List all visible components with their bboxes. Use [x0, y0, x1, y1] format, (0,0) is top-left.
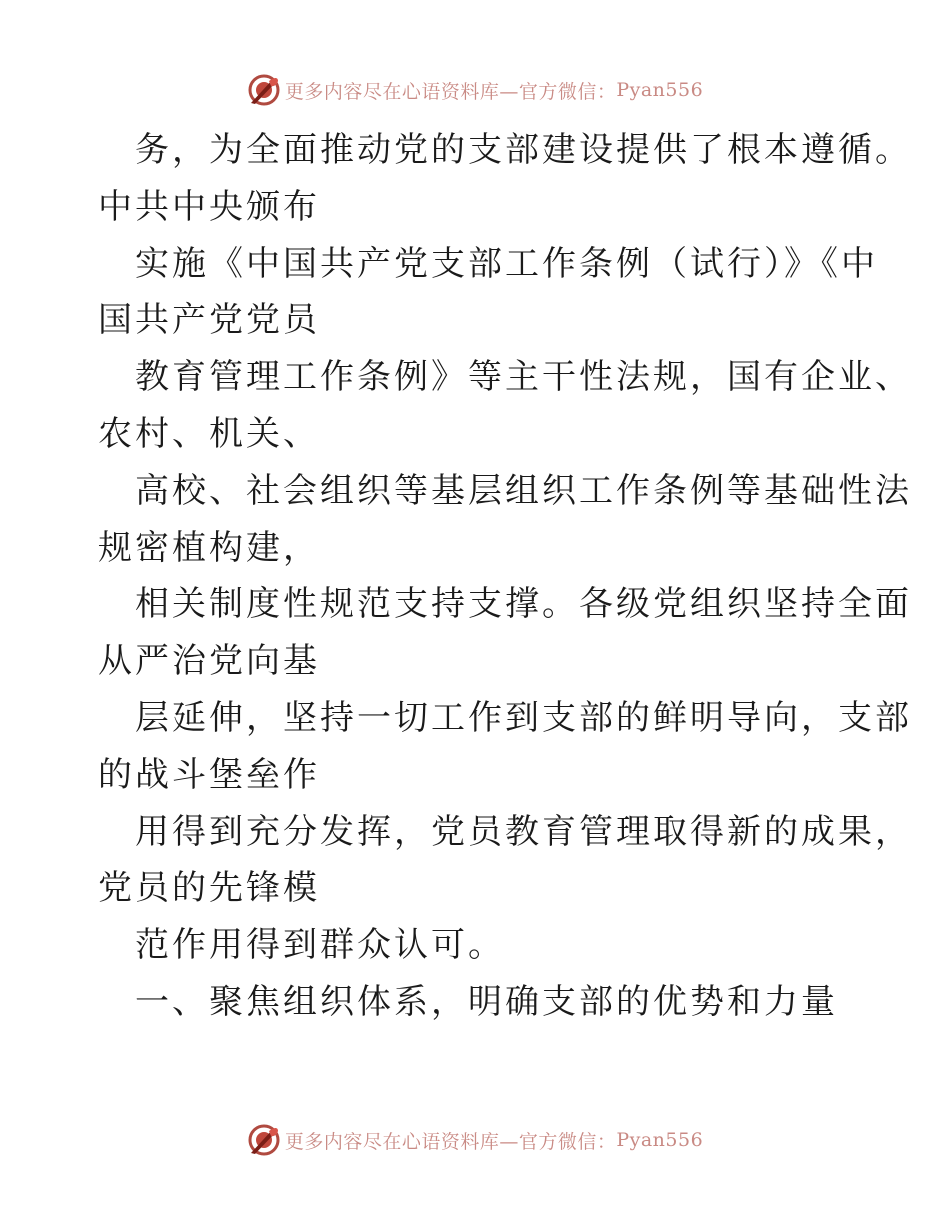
- watermark-wechat-id: Pyan556: [616, 79, 704, 101]
- body-text-line: 党员的先锋模: [98, 868, 320, 909]
- body-text-line: 中共中央颁布: [98, 186, 320, 227]
- body-text-line: 国共产党党员: [98, 300, 320, 341]
- body-text-line: 从严治党向基: [98, 641, 320, 682]
- body-text-line: 相关制度性规范支持支撑。各级党组织坚持全面: [135, 584, 912, 625]
- body-text-line: 实施《中国共产党支部工作条例（试行）》《中: [135, 243, 878, 284]
- body-text-line: 层延伸，坚持一切工作到支部的鲜明导向，支部: [135, 697, 912, 738]
- body-text-line: 高校、社会组织等基层组织工作条例等基础性法: [135, 470, 912, 511]
- body-text-line: 范作用得到群众认可。: [135, 925, 505, 966]
- body-text-line: 用得到充分发挥，党员教育管理取得新的成果，: [135, 811, 912, 852]
- body-text-line: 务，为全面推动党的支部建设提供了根本遵循。: [135, 130, 912, 170]
- footer-watermark: [0, 1120, 950, 1160]
- watermark-wechat-id: Pyan556: [616, 1129, 704, 1151]
- body-text-line: 教育管理工作条例》等主干性法规，国有企业、: [135, 357, 912, 398]
- document-body: [98, 122, 912, 1031]
- body-text-line: 农村、机关、: [98, 413, 320, 454]
- quill-logo-icon: [247, 73, 281, 107]
- body-text-line: 规密植构建，: [98, 527, 320, 568]
- body-text-line: 一、聚焦组织体系，明确支部的优势和力量: [135, 981, 838, 1022]
- quill-logo-icon: [247, 1123, 281, 1157]
- body-text-line: 的战斗堡垒作: [98, 754, 320, 795]
- watermark-site-text: 更多内容尽在心语资料库—官方微信：: [284, 1130, 617, 1153]
- header-watermark: [0, 70, 950, 110]
- watermark-site-text: 更多内容尽在心语资料库—官方微信：: [284, 80, 617, 103]
